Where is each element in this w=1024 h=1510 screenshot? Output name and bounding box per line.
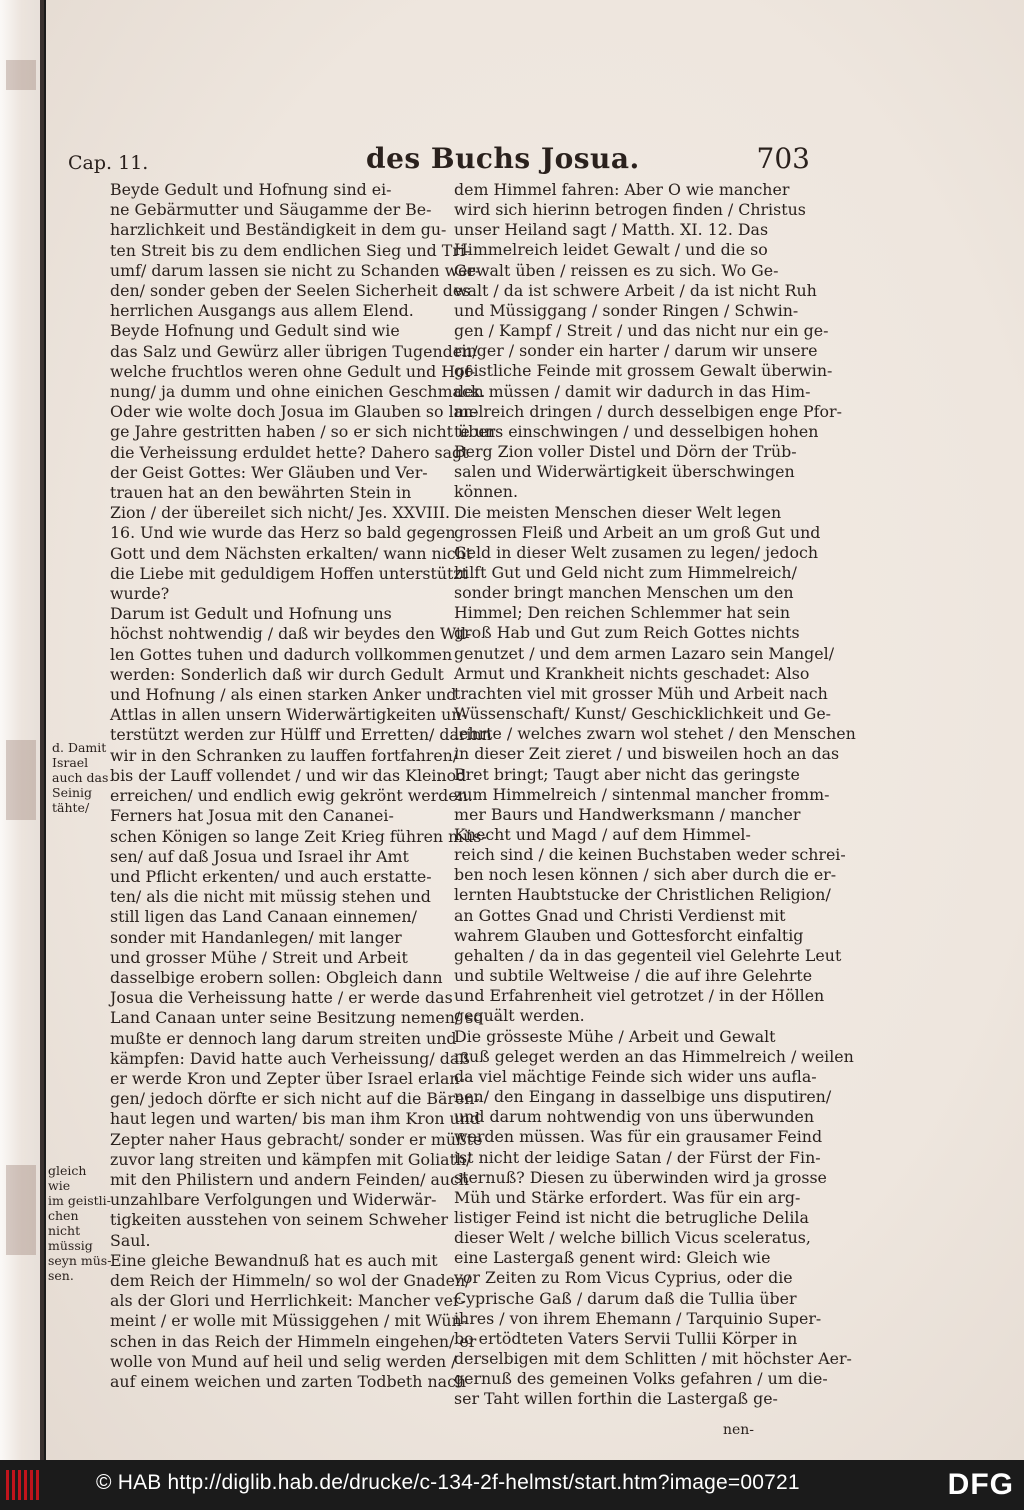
text-line: vor Zeiten zu Rom Vicus Cyprius, oder die: [454, 1268, 793, 1288]
text-line: muß geleget werden an das Himmelreich / weilen: [454, 1046, 854, 1066]
text-line: eine Lastergaß genent wird: Gleich wie: [454, 1248, 771, 1268]
margin-note-line: gleich wie: [48, 1163, 87, 1193]
text-line: Saul.: [110, 1230, 151, 1250]
text-line: den/ sonder geben der Seelen Sicherheit des: [110, 281, 471, 301]
text-line: dem Reich der Himmeln/ so wol der Gnaden/: [110, 1270, 471, 1290]
text-line: dasselbige erobern sollen: Obgleich dann: [110, 967, 443, 987]
text-line: und subtile Weltweise / die auf ihre Gelehrte: [454, 966, 813, 986]
page-header: [46, 142, 1024, 182]
text-line: ringer / sonder ein harter / darum wir unsere: [454, 341, 818, 361]
text-line: mit den Philistern und andern Feinden/ auch: [110, 1169, 470, 1189]
source-url-link[interactable]: © HAB http://diglib.hab.de/drucke/c-134-2f-helmst/start.htm?image=00721: [96, 1471, 800, 1494]
text-line: der Geist Gottes: Wer Gläuben und Ver-: [110, 462, 428, 482]
text-line: Himmelreich leidet Gewalt / und die so: [454, 240, 768, 260]
text-line: Ferners hat Josua mit den Cananei-: [110, 806, 394, 826]
text-line: sternuß? Diesen zu überwinden wird ja grosse: [454, 1167, 827, 1187]
margin-note-2: [48, 1163, 112, 1283]
text-line: zum Himmelreich / sintenmal mancher fromm-: [454, 784, 830, 804]
text-line: in dieser Zeit zieret / und bisweilen hoch an das: [454, 744, 840, 764]
text-line: grossen Fleiß und Arbeit an um groß Gut und: [454, 522, 821, 542]
text-line: ten Streit bis zu dem endlichen Sieg und Tri-: [110, 240, 471, 260]
text-line: gehalten / da in das gegenteil viel Gelehrte Leut: [454, 945, 842, 965]
margin-note-line: Seinig: [52, 785, 93, 800]
text-line: welche fruchtlos weren ohne Gedult und Hof-: [110, 361, 476, 381]
text-line: Die grösseste Mühe / Arbeit und Gewalt: [454, 1026, 776, 1046]
margin-note-line: tähte/: [52, 800, 90, 815]
text-line: schen in das Reich der Himmeln eingehen/ er: [110, 1331, 477, 1351]
text-line: an Gottes Gnad und Christi Verdienst mit: [454, 905, 786, 925]
text-line: Josua die Verheissung hatte / er werde das: [110, 988, 453, 1008]
text-line: Eine gleiche Bewandnuß hat es auch mit: [110, 1250, 438, 1270]
text-line: Zepter naher Haus gebracht/ sonder er müßte: [110, 1129, 483, 1149]
text-line: groß Hab und Gut zum Reich Gottes nichts: [454, 623, 800, 643]
text-line: ge Jahre gestritten haben / so er sich nicht über: [110, 422, 496, 442]
margin-note-line: Israel: [52, 755, 89, 770]
text-line: ne Gebärmutter und Säugamme der Be-: [110, 200, 432, 220]
text-line: höchst nohtwendig / daß wir beydes den Wil-: [110, 624, 472, 644]
text-line: Zion / der übereilet sich nicht/ Jes. XXVIII.: [110, 503, 451, 523]
text-line: das Salz und Gewürz aller übrigen Tugenden/: [110, 341, 478, 361]
text-line: Beyde Hofnung und Gedult sind wie: [110, 321, 400, 341]
viewer-footer: [0, 1460, 1024, 1510]
text-line: listiger Feind ist nicht die betrugliche Delila: [454, 1207, 809, 1227]
text-line: Bret bringt; Taugt aber nicht das geringste: [454, 764, 800, 784]
text-line: dem Himmel fahren: Aber O wie mancher: [454, 180, 790, 199]
hab-logo-icon: [6, 1470, 38, 1500]
text-line: und Pflicht erkenten/ und auch erstatte-: [110, 866, 432, 886]
text-line: werden müssen. Was für ein grausamer Feind: [454, 1127, 823, 1147]
text-line: harzlichkeit und Beständigkeit in dem gu-: [110, 220, 447, 240]
text-line: trachten viel mit grosser Müh und Arbeit nach: [454, 683, 828, 703]
text-line: und Hofnung / als einen starken Anker und: [110, 685, 457, 705]
text-line: mer Baurs und Handwerksmann / mancher: [454, 804, 801, 824]
text-line: wurde?: [110, 584, 170, 604]
margin-note-line: d. Damit: [52, 740, 107, 755]
text-line: sonder mit Handanlegen/ mit langer: [110, 927, 402, 947]
text-line: Cyprische Gaß / darum daß die Tullia über: [454, 1288, 797, 1308]
text-line: lehrte / welches zwarn wol stehet / den Menschen: [454, 724, 856, 744]
text-line: Wüssenschaft/ Kunst/ Geschicklichkeit und Ge-: [454, 704, 832, 724]
text-line: er werde Kron und Zepter über Israel erlan-: [110, 1068, 465, 1088]
text-line: Himmel; Den reichen Schlemmer hat sein: [454, 603, 791, 623]
text-line: salen und Widerwärtigkeit überschwingen: [454, 462, 795, 482]
text-line: wahrem Glauben und Gottesforcht einfaltig: [454, 925, 804, 945]
text-line: umf/ darum lassen sie nicht zu Schanden wer-: [110, 260, 481, 280]
text-line: Darum ist Gedult und Hofnung uns: [110, 604, 392, 624]
text-line: Gewalt üben / reissen es zu sich. Wo Ge-: [454, 260, 779, 280]
catchword: nen-: [722, 1422, 754, 1438]
text-line: unzahlbare Verfolgungen und Widerwär-: [110, 1190, 437, 1210]
text-line: still ligen das Land Canaan einnemen/: [110, 907, 417, 927]
text-line: da viel mächtige Feinde sich wider uns aufla-: [454, 1066, 817, 1086]
text-line: die Verheissung erduldet hette? Dahero sagt: [110, 442, 469, 462]
text-line: sen/ auf daß Josua und Israel ihr Amt: [110, 846, 409, 866]
text-line: Knecht und Magd / auf dem Himmel-: [454, 825, 751, 844]
text-line: nen/ den Eingang in dasselbige uns disputiren/: [454, 1087, 832, 1107]
text-line: unser Heiland sagt / Matth. XI. 12. Das: [454, 220, 769, 240]
text-line: bo ertödteten Vaters Servii Tullii Körper in: [454, 1328, 798, 1348]
text-line: genutzet / und dem armen Lazaro sein Mangel/: [454, 643, 835, 663]
right-column: [454, 180, 856, 1410]
dfg-logo: DFG: [947, 1468, 1014, 1501]
text-line: gequält werden.: [454, 1006, 585, 1026]
text-line: Beyde Gedult und Hofnung sind ei-: [110, 180, 392, 199]
text-line: und grosser Mühe / Streit und Arbeit: [110, 947, 408, 967]
text-line: Land Canaan unter seine Besitzung nemen/ so: [110, 1008, 483, 1028]
text-line: zuvor lang streiten und kämpfen mit Goliath/: [110, 1149, 472, 1169]
text-line: terstützt werden zur Hülff und Erretten/ darinn: [110, 725, 492, 745]
text-line: derselbigen mit dem Schlitten / mit höchster Aer-: [454, 1349, 852, 1369]
text-line: trauen hat an den bewährten Stein in: [110, 483, 412, 503]
text-line: bis der Lauff vollendet / und wir das Kleinod: [110, 765, 467, 785]
text-line: als der Glori und Herrlichkeit: Mancher ver-: [110, 1291, 466, 1311]
text-line: dieser Welt / welche billich Vicus sceleratus,: [454, 1228, 811, 1248]
text-line: Geld in dieser Welt zusamen zu legen/ jedoch: [454, 542, 818, 562]
text-line: Müh und Stärke erfordert. Was für ein arg-: [454, 1187, 801, 1207]
text-line: den müssen / damit wir dadurch in das Him-: [454, 381, 811, 401]
text-line: gernuß des gemeinen Volks gefahren / um die-: [454, 1369, 828, 1389]
text-line: lernten Haubtstucke der Christlichen Religion/: [454, 885, 831, 905]
text-line: mußte er dennoch lang darum streiten und: [110, 1028, 457, 1048]
text-line: gen / Kampf / Streit / und das nicht nur ein ge-: [454, 321, 829, 341]
page-number: 703: [756, 142, 810, 175]
text-line: werden: Sonderlich daß wir durch Gedult: [110, 664, 444, 684]
text-line: ten/ als die nicht mit müssig stehen und: [110, 887, 431, 907]
margin-note-line: auch das: [52, 770, 109, 785]
text-line: tigkeiten ausstehen von seinem Schweher: [110, 1210, 449, 1230]
running-title: des Buchs Josua.: [366, 142, 640, 175]
text-line: wolle von Mund auf heil und selig werden /: [110, 1351, 457, 1371]
text-line: erreichen/ und endlich ewig gekrönt werden.: [110, 786, 473, 806]
text-line: reich sind / die keinen Buchstaben weder schrei-: [454, 845, 846, 865]
margin-note-line: chen nicht: [48, 1208, 81, 1238]
text-line: haut legen und warten/ bis man ihm Kron und: [110, 1109, 481, 1129]
text-line: wir in den Schranken zu lauffen fortfahren/: [110, 745, 459, 765]
previous-page-edge: [0, 0, 44, 1460]
text-line: schen Königen so lange Zeit Krieg führen müs-: [110, 826, 487, 846]
text-line: melreich dringen / durch desselbigen enge Pfor-: [454, 401, 842, 421]
text-line: Attlas in allen unsern Widerwärtigkeiten un-: [110, 705, 467, 725]
margin-note-line: müssig: [48, 1238, 93, 1253]
text-line: ist nicht der leidige Satan / der Fürst der Fin-: [454, 1147, 821, 1167]
text-line: Armut und Krankheit nichts geschadet: Also: [454, 663, 810, 683]
text-line: te uns einschwingen / und desselbigen hohen: [454, 421, 819, 441]
text-line: ser Taht willen forthin die Lastergaß ge-: [454, 1389, 778, 1409]
text-line: walt / da ist schwere Arbeit / da ist nicht Ruh: [454, 280, 817, 300]
chapter-label: Cap. 11.: [68, 152, 149, 174]
text-line: Berg Zion voller Distel und Dörn der Trüb-: [454, 442, 797, 462]
text-line: und Erfahrenheit viel getrotzet / in der Höllen: [454, 986, 825, 1006]
margin-note-1: [52, 740, 112, 815]
margin-note-line: sen.: [48, 1268, 74, 1283]
text-line: meint / er wolle mit Müssiggehen / mit Wün-: [110, 1311, 468, 1331]
text-line: kämpfen: David hatte auch Verheissung/ daß: [110, 1048, 470, 1068]
book-page: [46, 0, 1024, 1460]
text-line: die Liebe mit geduldigem Hoffen unterstützt: [110, 563, 469, 583]
text-line: und darum nohtwendig von uns überwunden: [454, 1107, 815, 1127]
text-line: können.: [454, 482, 518, 502]
text-line: Oder wie wolte doch Josua im Glauben so lan-: [110, 402, 479, 422]
margin-note-line: im geistli-: [48, 1193, 111, 1208]
text-line: hilft Gut und Geld nicht zum Himmelreich/: [454, 562, 797, 582]
text-line: ihres / von ihrem Ehemann / Tarquinio Super-: [454, 1308, 822, 1328]
text-line: herrlichen Ausgangs aus allem Elend.: [110, 301, 414, 321]
text-line: Gott und dem Nächsten erkalten/ wann nicht: [110, 543, 473, 563]
text-line: und Müssiggang / sonder Ringen / Schwin-: [454, 300, 799, 320]
text-line: auf einem weichen und zarten Todbeth nach: [110, 1371, 467, 1391]
text-line: geistliche Feinde mit grossem Gewalt überwin-: [454, 361, 833, 381]
text-line: Die meisten Menschen dieser Welt legen: [454, 502, 782, 522]
text-line: ben noch lesen können / sich aber durch die er-: [454, 865, 837, 885]
margin-note-line: seyn müs-: [48, 1253, 112, 1268]
text-line: sonder bringt manchen Menschen um den: [454, 583, 794, 603]
left-column: [110, 180, 500, 1392]
text-line: len Gottes tuhen und dadurch vollkommen: [110, 644, 453, 664]
text-line: 16. Und wie wurde das Herz so bald gegen: [110, 523, 456, 543]
text-line: wird sich hierinn betrogen finden / Christus: [454, 200, 806, 220]
text-line: gen/ jedoch dörfte er sich nicht auf die Bären-: [110, 1089, 480, 1109]
text-line: nung/ ja dumm und ohne einichen Geschmack.: [110, 382, 486, 402]
